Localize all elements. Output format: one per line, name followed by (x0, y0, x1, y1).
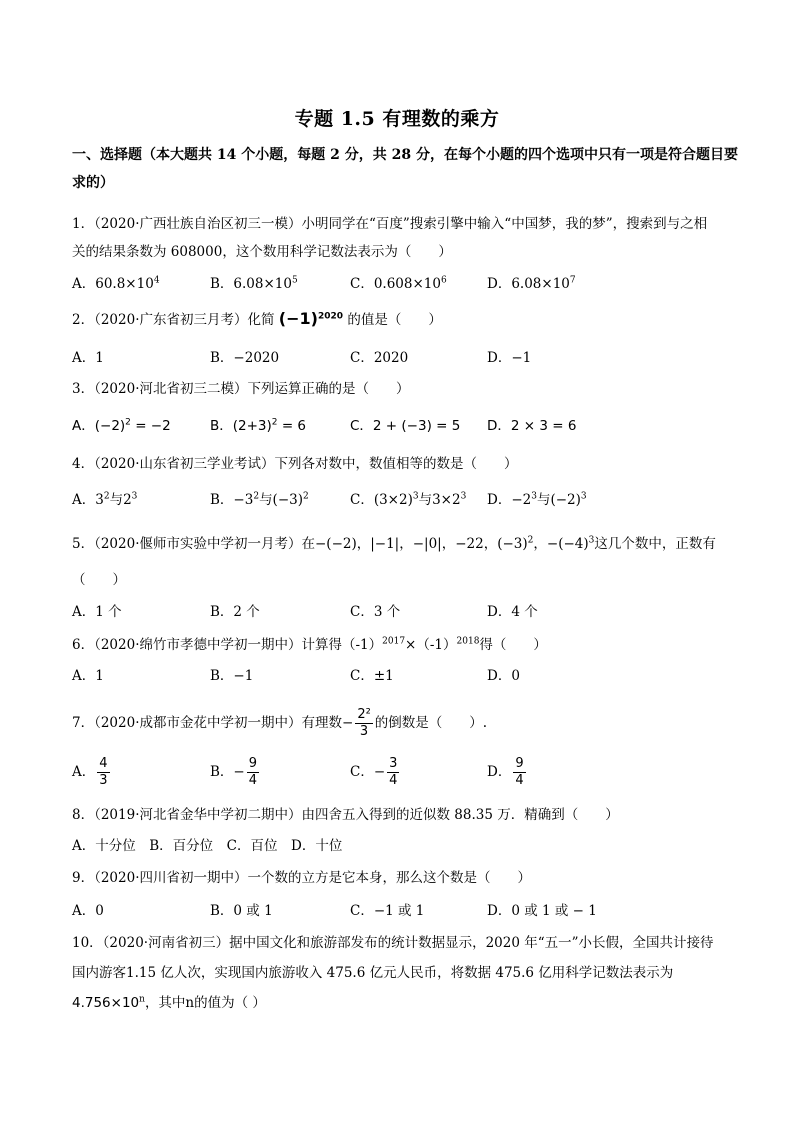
q3-option-c: C．2 + (−3) = 5 (350, 418, 461, 434)
q9-options (72, 899, 742, 923)
q4-stem: 4．（2020·山东省初三学业考试）下列各对数中，数值相等的数是（ ） (72, 456, 518, 472)
q7-option-a: A． $\frac{4}{3}$ (72, 756, 108, 788)
q10-line1: 10．（2020·河南省初三）据中国文化和旅游部发布的统计数据显示，2020 年“五一”小长假，全国共计接待 (72, 935, 714, 951)
q3-option-b: B．$(2+3)^2 = 6$ (210, 417, 307, 434)
q1-option-c: C．$0.608\times 10^6$ (350, 275, 447, 292)
q9-stem: 9．（2020·四川省初一期中）一个数的立方是它本身，那么这个数是（ ） (72, 870, 531, 886)
q2-option-a: A．1 (72, 350, 104, 366)
q1-line2: 关的结果条数为 608000，这个数用科学记数法表示为（ ） (72, 244, 452, 260)
q9-option-c: C．−1 或 1 (350, 903, 425, 919)
q6-option-d: D．0 (487, 668, 520, 684)
q4-option-b: B．$-3^2$与$(-3)^2$ (210, 491, 309, 508)
q7-options (72, 752, 742, 792)
section-heading-line1: 一、选择题（本大题共 14 个小题，每题 2 分，共 28 分，在每个小题的四个选项中只有一项是符合题目要 (72, 147, 738, 163)
q9-option-a: A．0 (72, 903, 104, 919)
q6-option-a: A．1 (72, 668, 104, 684)
q1-option-d: D．$6.08\times 10^7$ (487, 275, 576, 292)
q10-line3: $4.756\times 10^n$，其中n的值为（ ） (72, 994, 266, 1011)
section-heading (72, 141, 738, 197)
q5-line1: 5．（2020·偃师市实验中学初一月考）在−(−2)，|−1|，−|0|，−22，$(-3)^2$，$-(-4)^3$这几个数中，正数有 (72, 535, 716, 552)
q7-option-b: B．− $\frac{9}{4}$ (210, 756, 258, 788)
q4-options (72, 488, 742, 512)
q3-option-a: A．$(-2)^2 = -2$ (72, 417, 171, 434)
q4-option-a: A．$3^2$与$2^3$ (72, 491, 138, 508)
q8-options: A．十分位 B．百分位 C．百位 D．十位 (72, 838, 343, 854)
q1-line1: 1．（2020·广西壮族自治区初三一模）小明同学在“百度”搜索引擎中输入“中国梦，我的梦”，搜索到与之相 (72, 216, 708, 232)
page-title: 专题 1.5 有理数的乘方 (294, 108, 500, 130)
q4-option-d: D．$-2^3$与$(-2)^3$ (487, 491, 587, 508)
q7-option-d: D． $\frac{9}{4}$ (487, 756, 524, 788)
q6-option-c: C．±1 (350, 668, 394, 684)
q1-option-b: B．$6.08\times 10^5$ (210, 275, 298, 292)
q1-options (72, 272, 742, 296)
q2-options (72, 346, 742, 370)
q8-stem: 8．（2019·河北省金华中学初二期中）由四舍五入得到的近似数 88.35 万．精确到（ ） (72, 807, 619, 823)
q5-option-c: C．3 个 (350, 604, 401, 620)
q2-stem: 2．（2020·广东省初三月考）化简 $(-1)^{2020}$ 的值是（ ） (72, 309, 442, 328)
q7-option-c: C．− $\frac{3}{4}$ (350, 756, 398, 788)
q5-options (72, 600, 742, 624)
q5-option-b: B．2 个 (210, 604, 260, 620)
q9-option-d: D．0 或 1 或 − 1 (487, 903, 597, 919)
q4-option-c: C．$(3\times 2)^3$与$3\times 2^3$ (350, 491, 467, 508)
q2-option-d: D．−1 (487, 350, 532, 366)
q2-option-c: C．2020 (350, 350, 409, 366)
q7-stem: 7．（2020·成都市金花中学初一期中）有理数− $\frac{\text{2²}}{3}$ 的倒数是（ ）. (72, 707, 488, 739)
section-heading-line2: 求的） (72, 175, 114, 191)
q6-stem: 6．（2020·绵竹市孝德中学初一期中）计算得$(-1)^{2017}\times(-1)^{2018}$得（ ） (72, 636, 547, 653)
q6-options (72, 664, 742, 688)
q7-fraction: $\frac{\text{2²}}{3}$ (357, 707, 371, 739)
q5-option-a: A．1 个 (72, 604, 122, 620)
q3-stem: 3．（2020·河北省初三二模）下列运算正确的是（ ） (72, 381, 410, 397)
q3-options (72, 414, 742, 438)
q10-line2: 国内游客1.15 亿人次，实现国内旅游收入 475.6 亿元人民币，将数据 475.6 亿用科学记数法表示为 (72, 965, 674, 981)
q9-option-b: B．0 或 1 (210, 903, 273, 919)
q5-option-d: D．4 个 (487, 604, 538, 620)
q6-option-b: B．−1 (210, 668, 254, 684)
q3-option-d: D．2 × 3 = 6 (487, 418, 577, 434)
q2-option-b: B．−2020 (210, 350, 280, 366)
q5-line2: （ ） (72, 572, 126, 588)
q1-option-a: A．$60.8\times 10^4$ (72, 275, 160, 292)
